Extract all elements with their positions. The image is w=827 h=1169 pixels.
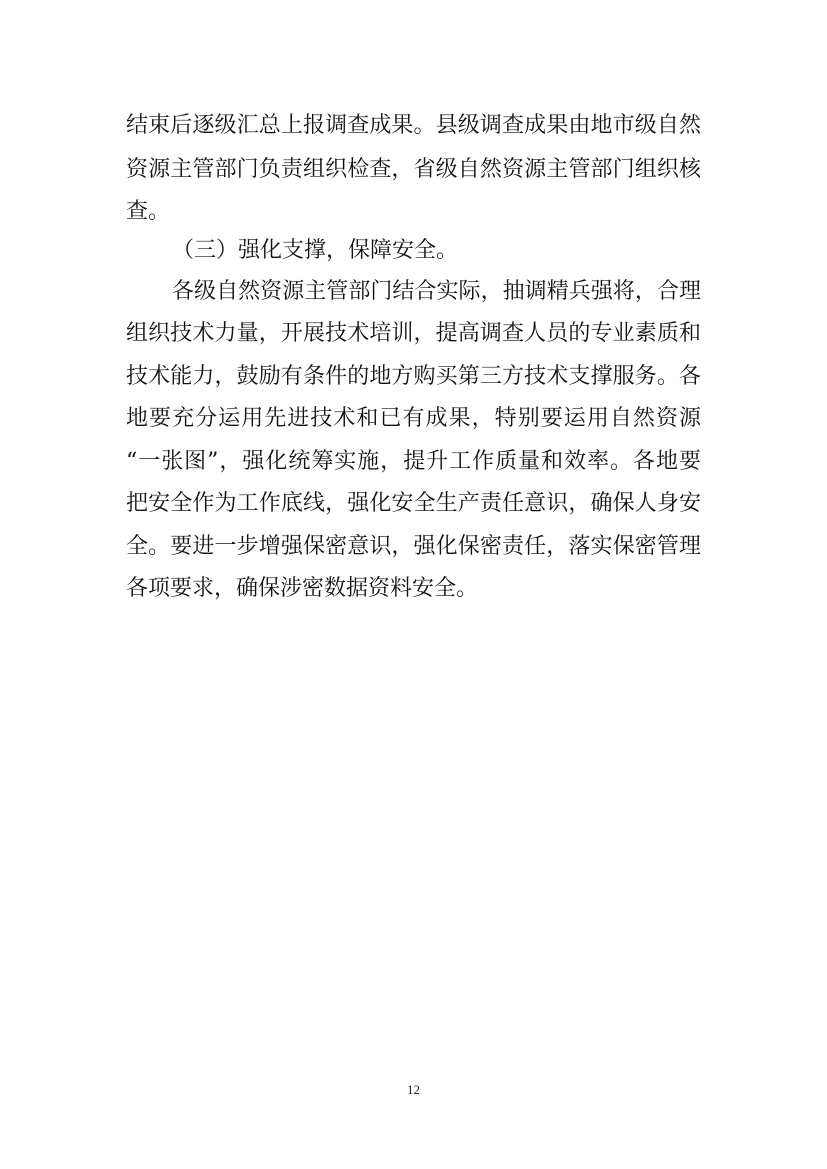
paragraph-line: 把安全作为工作底线，强化安全生产责任意识，确保人身安 xyxy=(126,491,701,516)
paragraph-line: 结束后逐级汇总上报调查成果。县级调查成果由地市级自然 xyxy=(126,113,701,138)
paragraph-line: 各级自然资源主管部门结合实际，抽调精兵强将，合理 xyxy=(172,279,701,304)
paragraph-line: 各项要求，确保涉密数据资料安全。 xyxy=(126,576,479,601)
paragraph-line: 组织技术力量，开展技术培训，提高调查人员的专业素质和 xyxy=(126,321,701,346)
paragraph-line: 地要充分运用先进技术和已有成果，特别要运用自然资源 xyxy=(126,406,701,431)
paragraph-line: 技术能力，鼓励有条件的地方购买第三方技术支撑服务。各 xyxy=(126,364,701,389)
paragraph-line: 全。要进一步增强保密意识，强化保密责任，落实保密管理 xyxy=(126,534,701,559)
paragraph-line: 查。 xyxy=(126,199,171,224)
paragraph-line: “一张图”，强化统筹实施，提升工作质量和效率。各地要 xyxy=(126,449,701,474)
section-heading: （三）强化支撑，保障安全。 xyxy=(172,238,459,263)
page-number: 12 xyxy=(407,1082,420,1097)
paragraph-line: 资源主管部门负责组织检查，省级自然资源主管部门组织核 xyxy=(126,157,701,182)
